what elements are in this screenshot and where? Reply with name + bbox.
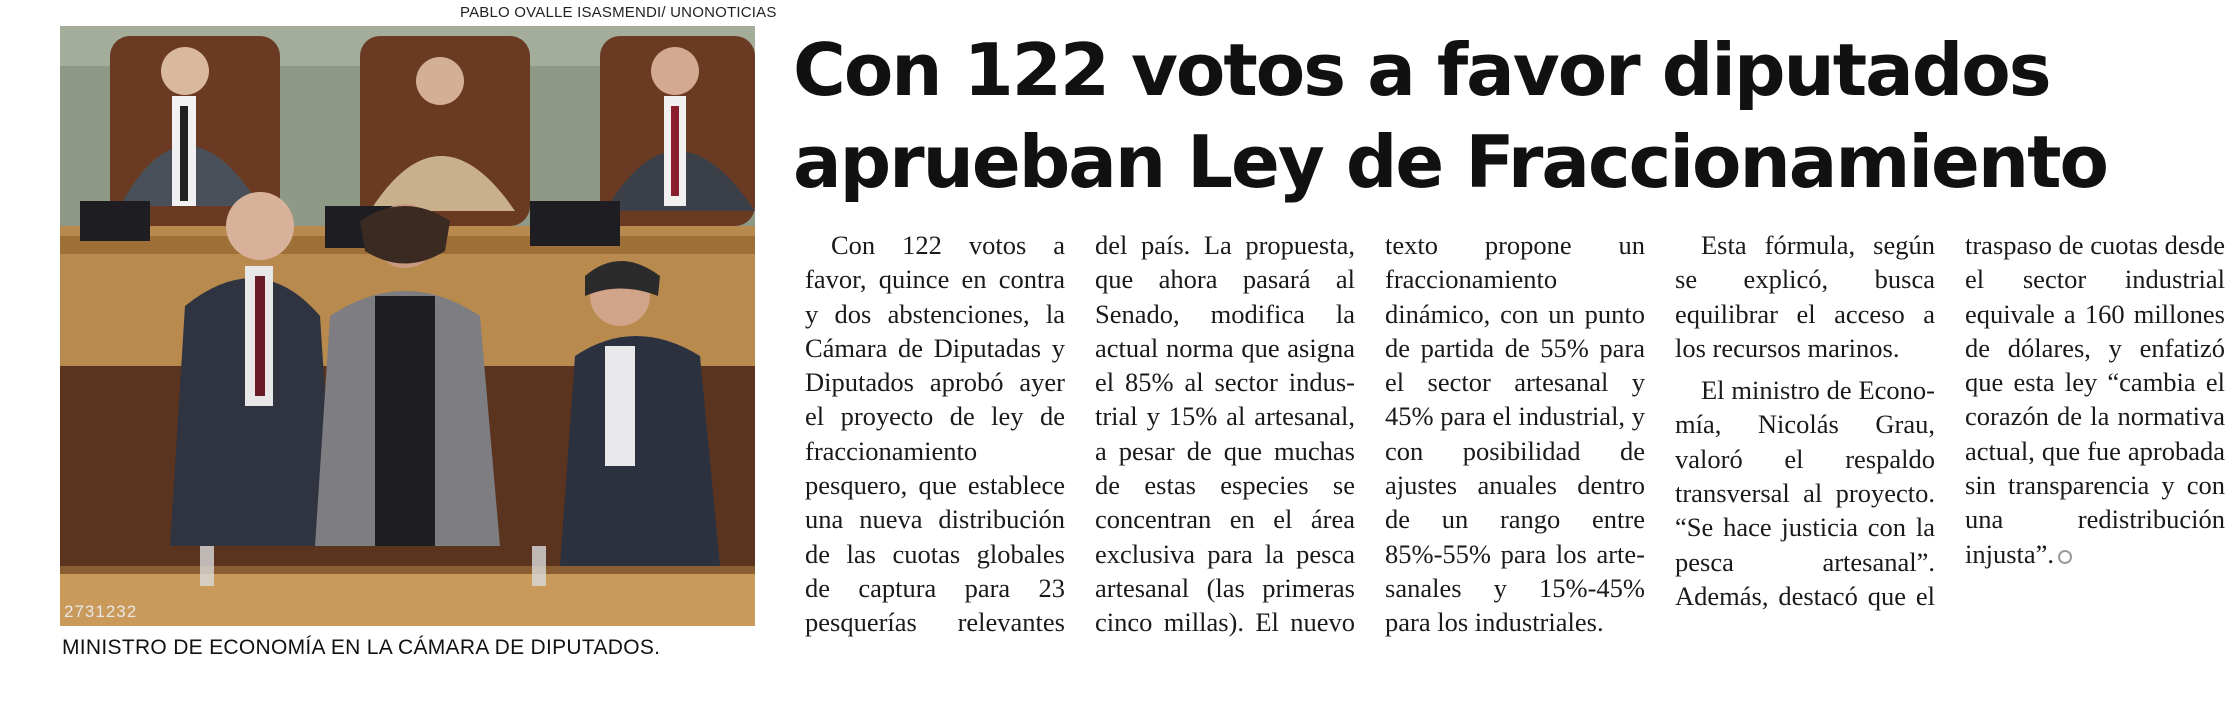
- article-paragraph-1: Con 122 votos a favor, quince en contra y dos abstenciones, la Cámara de Diputadas y Diputados aprobó ayer el proyecto de ley de fraccionamiento pesquero, que establece una nueva distribución de las cuotas globales de captura para 23 pesquerías relevantes del país. La propuesta, que ahora pasará al Senado, modifica la actual norma que asigna el 85% al sector industrial y 15% al artesanal, a pesar de que muchas de estas especies se concentran en el área exclusiva para la pesca artesanal (las primeras cinco millas). El nuevo texto propone un fraccionamiento dinámico, con un punto de partida de 55% para el sector artesanal y 45% para el industrial, y con posibilidad de ajustes anuales dentro de un rango entre 85%-55% para los artesanales y 15%-45% para los industriales.: [805, 230, 1645, 638]
- photo-credit: PABLO OVALLE ISASMENDI/ UNONOTICIAS: [460, 4, 777, 21]
- article-paragraph-3-text: El ministro de Economía, Nicolás Grau, valoró el respaldo transversal al proyecto. “Se hace justicia con la pesca artesanal”. Además, destacó que el traspaso de cuotas desde el sector industrial equivale a 160 millones de dólares, y enfatizó que esta ley “cambia el corazón de la normativa actual, que fue aprobada sin transparencia y con una redistribución injusta”.: [1675, 230, 2225, 611]
- photo-code: 2731232: [64, 602, 138, 621]
- article-headline: [793, 24, 2213, 208]
- article-paragraph-2: Esta fórmula, según se explicó, busca equilibrar el acceso a los recursos marinos.: [1675, 230, 1935, 363]
- article-body: [805, 228, 2225, 698]
- news-photo: [60, 26, 755, 626]
- end-of-article-icon: [2058, 550, 2072, 564]
- photo-caption: MINISTRO DE ECONOMÍA EN LA CÁMARA DE DIPUTADOS.: [62, 636, 661, 659]
- headline-line-2: aprueban Ley de Fraccionamiento: [793, 120, 2108, 204]
- chamber-photo-illustration: [60, 26, 755, 626]
- headline-line-1: Con 122 votos a favor diputados: [793, 28, 2050, 112]
